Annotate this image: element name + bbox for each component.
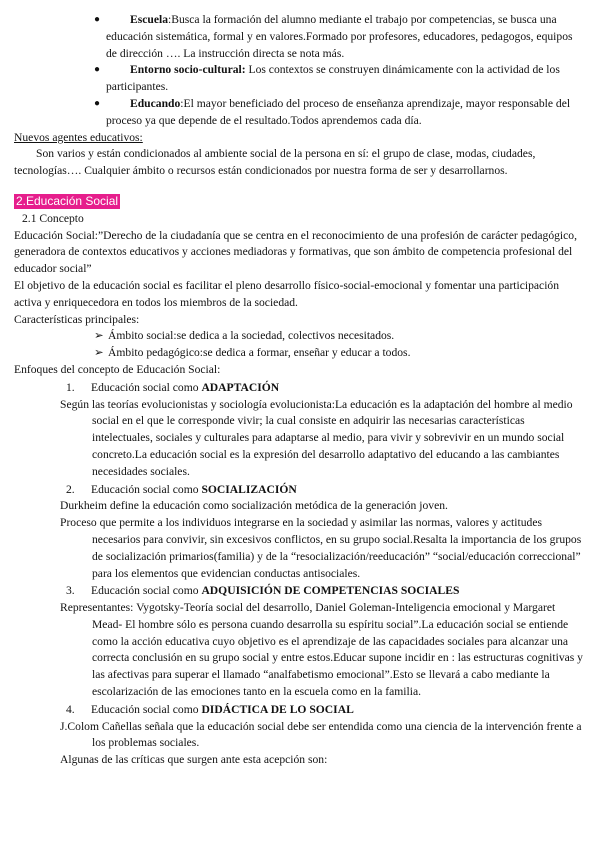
enfoque-title: ADQUISICIÓN DE COMPETENCIAS SOCIALES <box>201 584 460 598</box>
nuevos-agentes-heading: Nuevos agentes educativos: <box>14 130 143 144</box>
enfoque-title: ADAPTACIÓN <box>201 380 280 394</box>
enfoque-title: SOCIALIZACIÓN <box>201 482 297 496</box>
bullet-item <box>14 96 584 130</box>
bullet-text: Los contextos se construyen dinámicamente con la actividad de los participantes. <box>106 63 560 94</box>
nuevos-agentes-paragraph: Son varios y están condicionados al ambiente social de la persona en sí: el grupo de clase, modas, ciudades, tecnologías…. Cualquier ámbito o recursos están condicionados por nuestra forma de ser y desarrollarnos. <box>14 147 536 178</box>
enfoque-prefix: Educación social como <box>91 380 202 394</box>
bullet-bold-term: Escuela <box>130 13 169 26</box>
bullet-item <box>14 62 584 96</box>
bullet-dot-icon: ● <box>94 97 101 109</box>
list-item <box>14 328 584 345</box>
enfoque-heading <box>14 380 584 397</box>
bullet-bold-term: Educando <box>130 96 181 110</box>
bullet-dot-icon: ● <box>94 14 101 25</box>
enfoque-paragraph: J.Colom Cañellas señala que la educación social debe ser entendida como una ciencia de la intervención frente a los problemas sociales. <box>60 719 582 750</box>
enfoque-paragraph: Representantes: Vygotsky-Teoría social del desarrollo, Daniel Goleman-Inteligencia emocional y Margaret Mead- El hombre sólo es persona cuando desarrolla su espíritu social”.La educación social se entiende como la acción educativa cuyo objetivo es el aprendizaje de las capacidades sociales para alcanzar una correcta conclusión en su grupo social y entre estos.Educar supone incidir en : las estructuras cognitivas y las afectivas para superar el llamado “analfabetismo emocional”.Esto se llevará a cabo mediante la escolarización de las emociones tanto en la escuela como en la familia. <box>60 601 583 699</box>
enfoque-paragraph: Según las teorías evolucionistas y sociología evolucionista:La educación es la adaptación del hombre al medio social en el que le corresponde vivir; la cual consiste en adquirir las necesarias características intelectuales, sociales y culturales para adaptarse al medio, para vivir y sobrevivir en un mundo social concreto.La educación social es la expresión del desarrollo adaptativo del educando a las cambiantes necesidades sociales. <box>60 397 573 478</box>
subsection-title: 2.1 Concepto <box>22 211 84 225</box>
enfoque-number: 2. <box>66 482 75 496</box>
enfoques-heading: Enfoques del concepto de Educación Social: <box>14 362 221 376</box>
enfoque-prefix: Educación social como <box>91 584 202 598</box>
bullet-text: :El mayor beneficiado del proceso de enseñanza aprendizaje, mayor responsable del proceso ya que depende de el resultado.Todos aprendemos cada día. <box>106 96 571 127</box>
bullet-dot-icon: ● <box>94 64 101 76</box>
arrow-bullet-icon: ➢ <box>94 346 104 360</box>
enfoque-prefix: Educación social como <box>91 702 202 716</box>
enfoque-paragraph: Algunas de las críticas que surgen ante esta acepción son: <box>60 753 328 767</box>
enfoque-title: DIDÁCTICA DE LO SOCIAL <box>201 702 354 716</box>
list-item-text: Ámbito pedagógico:se dedica a formar, enseñar y educar a todos. <box>108 346 411 360</box>
section-title: 2.Educación Social <box>16 193 119 208</box>
bullet-list-agents <box>14 12 584 130</box>
enfoque-paragraph: Durkheim define la educación como socialización metódica de la generación joven. <box>60 499 448 513</box>
definition-paragraph: Educación Social:”Derecho de la ciudadanía que se centra en el reconocimiento de una profesión de carácter pedagógico, generadora de contextos educativos y acciones mediadoras y formativas, que son ámbito de competencia profesional del educador social” <box>14 228 577 276</box>
enfoque-prefix: Educación social como <box>91 482 202 496</box>
enfoque-number: 4. <box>66 702 75 716</box>
enfoque-heading <box>14 583 584 600</box>
bullet-text: :Busca la formación del alumno mediante el trabajo por competencias, se busca una educación sistemática, formal y en valores.Formado por profesores, educadores, pedagogos, equipos de dirección …. La instrucción directa se nota más. <box>106 13 573 60</box>
objetivo-paragraph: El objetivo de la educación social es facilitar el pleno desarrollo físico-social-emocional y fomentar una participación activa y enriquecedora en todos los miembros de la sociedad. <box>14 278 560 309</box>
enfoque-heading <box>14 702 584 719</box>
bullet-item <box>14 12 584 62</box>
bullet-bold-term: Entorno socio-cultural: <box>130 63 246 77</box>
enfoque-paragraph: Proceso que permite a los individuos integrarse en la sociedad y asimilar las normas, valores y actitudes necesarios para convivir, sin excesivos conflictos, en su grupo social.Resalta la importancia de los grupos de socialización primarios(familia) y de la “resocialización/reeducación” “social/educación correccional” para los elementos que evidencian conductas antisociales. <box>60 516 582 580</box>
list-item <box>14 345 584 362</box>
enfoque-number: 3. <box>66 584 75 598</box>
arrow-bullet-icon: ➢ <box>94 329 104 343</box>
enfoque-number: 1. <box>66 380 75 394</box>
caracteristicas-heading: Características principales: <box>14 312 140 326</box>
list-item-text: Ámbito social:se dedica a la sociedad, colectivos necesitados. <box>108 329 395 343</box>
enfoque-heading <box>14 482 584 499</box>
